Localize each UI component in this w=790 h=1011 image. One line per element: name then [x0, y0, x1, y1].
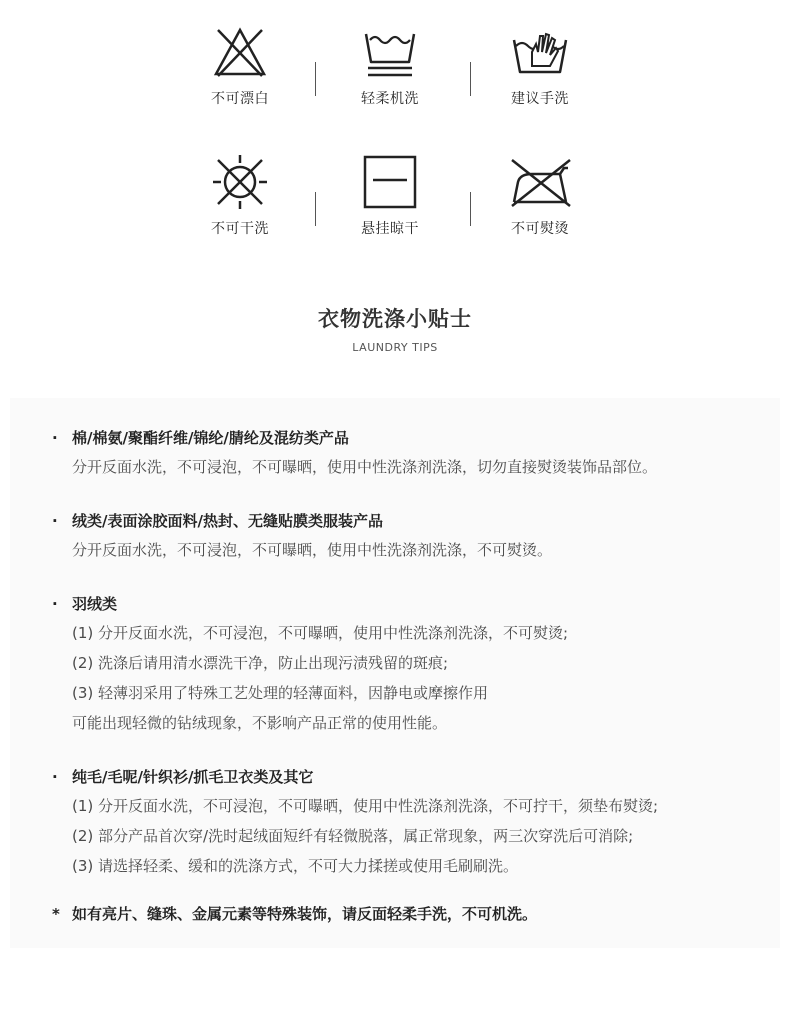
tip-item — [52, 763, 772, 881]
care-symbol-label: 不可熨烫 — [511, 221, 569, 237]
line-dry-icon — [360, 152, 420, 212]
care-symbol-label: 轻柔机洗 — [361, 91, 419, 107]
tip-line: 分开反面水洗，不可浸泡，不可曝晒，使用中性洗涤剂洗涤，切勿直接熨烫装饰品部位。 — [72, 458, 658, 476]
care-symbol-label: 不可干洗 — [211, 221, 269, 237]
bullet: · — [52, 768, 58, 786]
care-symbol-no-tumble-dry — [180, 152, 300, 238]
divider — [315, 62, 316, 96]
tip-heading: 纯毛/毛呢/针织衫/抓毛卫衣类及其它 — [72, 768, 314, 786]
tip-heading-row — [52, 763, 772, 791]
tip-heading: 棉/棉氨/聚酯纤维/锦纶/腈纶及混纺类产品 — [72, 429, 349, 447]
care-symbol-grid — [160, 22, 630, 282]
hand-wash-icon — [508, 22, 572, 82]
tip-line: (1) 分开反面水洗，不可浸泡，不可曝晒，使用中性洗涤剂洗涤，不可拧干，须垫布熨烫; — [72, 797, 659, 815]
tip-line: (3) 轻薄羽采用了特殊工艺处理的轻薄面料，因静电或摩擦作用 — [72, 684, 489, 702]
bullet: · — [52, 429, 58, 447]
bullet: · — [52, 512, 58, 530]
section-title: 衣物洗涤小贴士 — [318, 307, 472, 331]
tip-heading-row — [52, 424, 772, 452]
tip-line: (3) 请选择轻柔、缓和的洗涤方式，不可大力揉搓或使用毛刷刷洗。 — [72, 857, 519, 875]
bullet: · — [52, 595, 58, 613]
care-symbol-label: 悬挂晾干 — [361, 221, 419, 237]
tip-line: (2) 洗涤后请用清水漂洗干净，防止出现污渍残留的斑痕; — [72, 654, 449, 672]
tip-heading: 羽绒类 — [72, 595, 118, 613]
section-subtitle: LAUNDRY TIPS — [352, 341, 438, 354]
tip-line: 可能出现轻微的钻绒现象，不影响产品正常的使用性能。 — [72, 714, 448, 732]
tip-line: (1) 分开反面水洗，不可浸泡，不可曝晒，使用中性洗涤剂洗涤，不可熨烫; — [72, 624, 569, 642]
section-header — [0, 303, 790, 354]
tip-item — [52, 590, 772, 738]
divider — [470, 192, 471, 226]
no-iron-icon — [504, 152, 576, 212]
tip-item — [52, 900, 772, 928]
care-symbol-row — [160, 152, 630, 282]
tip-heading-row — [52, 590, 772, 618]
no-bleach-icon — [210, 22, 270, 82]
tip-item — [52, 424, 772, 482]
divider — [470, 62, 471, 96]
tip-line: (2) 部分产品首次穿/洗时起绒面短纤有轻微脱落，属正常现象，两三次穿洗后可消除; — [72, 827, 634, 845]
care-symbol-no-iron — [480, 152, 600, 238]
tip-heading: 绒类/表面涂胶面料/热封、无缝贴膜类服装产品 — [72, 512, 383, 530]
tip-item — [52, 507, 772, 565]
care-symbol-label: 建议手洗 — [511, 91, 569, 107]
care-symbol-line-dry — [330, 152, 450, 238]
gentle-machine-wash-icon — [360, 22, 420, 82]
tip-line: 分开反面水洗，不可浸泡，不可曝晒，使用中性洗涤剂洗涤，不可熨烫。 — [72, 541, 553, 559]
care-symbol-row — [160, 22, 630, 152]
care-symbol-gentle-wash — [330, 22, 450, 108]
bullet: * — [52, 905, 60, 923]
tip-heading-row — [52, 507, 772, 535]
care-symbol-label: 不可漂白 — [211, 91, 269, 107]
care-symbol-hand-wash — [480, 22, 600, 108]
divider — [315, 192, 316, 226]
no-tumble-dry-icon — [210, 152, 270, 212]
care-symbol-no-bleach — [180, 22, 300, 108]
tip-heading: 如有亮片、缝珠、金属元素等特殊装饰，请反面轻柔手洗，不可机洗。 — [72, 905, 538, 923]
tip-heading-row — [52, 900, 772, 928]
